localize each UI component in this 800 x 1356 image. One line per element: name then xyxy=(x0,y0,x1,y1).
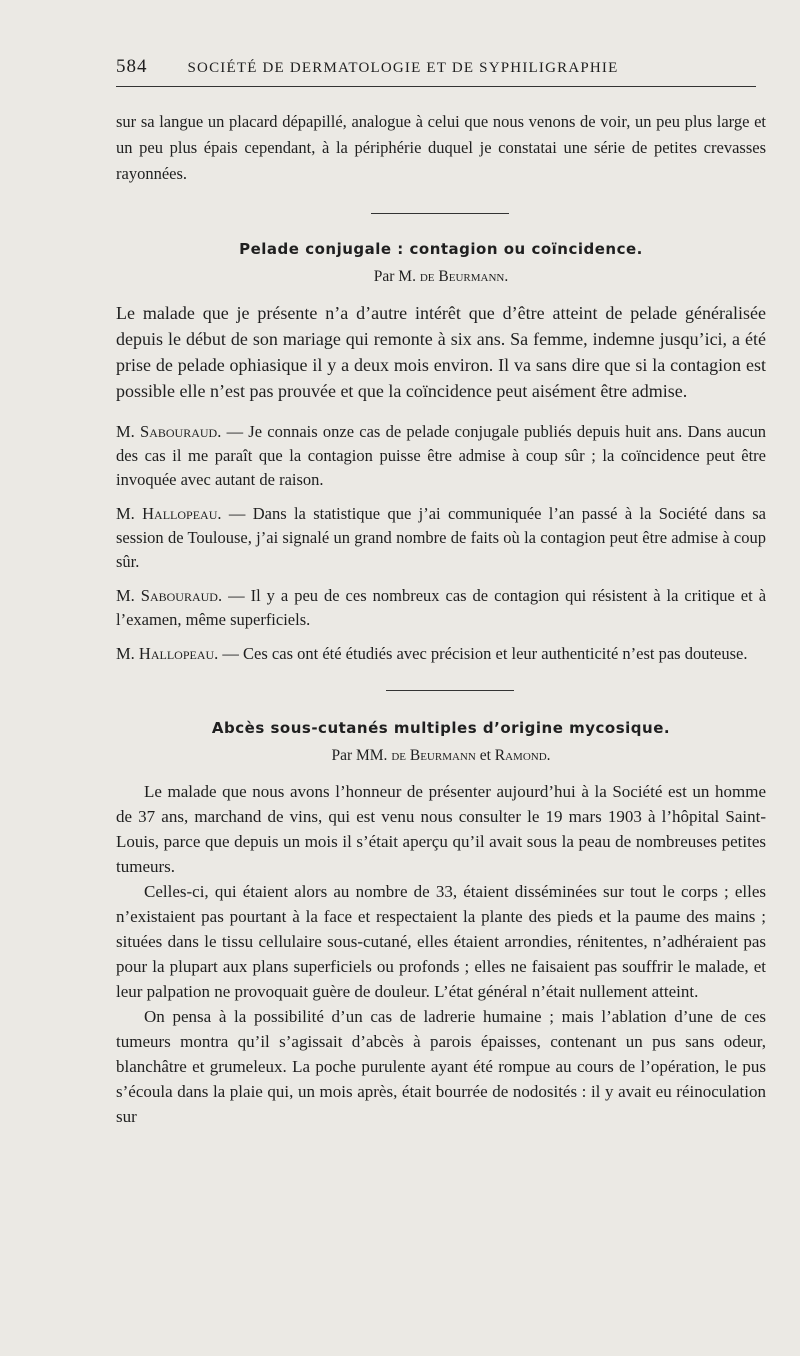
discussion-item xyxy=(116,642,766,666)
section-body xyxy=(116,779,768,1129)
section-divider xyxy=(371,213,509,214)
byline-author: de Beurmann. xyxy=(419,268,509,285)
discussion-item xyxy=(116,502,766,574)
body-paragraph: On pensa à la possibilité d’un cas de ladrerie humaine ; mais l’ablation d’une de ces tumeurs montra qu’il s’agissait d’abcès à parois épaisses, contenant un pus sans odeur, blanchâtre et grumeleux. La poche purulente ayant été rompue au cours de l’opération, le pus s’écoula dans la plaie qui, un mois après, était bourrée de nodosités : il y avait eu réinoculation sur xyxy=(116,1007,766,1126)
speaker-name: Hallopeau. xyxy=(142,504,222,523)
intro-paragraph: sur sa langue un placard dépapillé, analogue à celui que nous venons de voir, un peu plus large et un peu plus épais cependant, à la périphérie duquel je constatai une série de petites crevasses rayonnées. xyxy=(116,112,766,183)
remark-text: — Ces cas ont été étudiés avec précision et leur authenticité n’est pas douteuse. xyxy=(218,644,748,663)
body-paragraph: Celles-ci, qui étaient alors au nombre de 33, étaient disséminées sur tout le corps ; elles n’existaient pas pourtant à la face et respectaient la plante des pieds et la paume des mains ; situées dans le tissu cellulaire sous-cutané, elles étaient arrondies, rénitentes, n’adhéraient pas pour la plupart aux plans superficiels ou profonds ; elles ne faisaient pas souffrir le malade, et leur palpation ne provoquait guère de douleur. L’état général n’était nullement atteint. xyxy=(116,882,766,1001)
section-title: Abcès sous-cutanés multiples d’origine mycosique. xyxy=(211,719,671,737)
byline-prefix: Par MM. xyxy=(331,747,388,764)
byline-prefix: Par M. xyxy=(373,268,416,285)
discussion-item xyxy=(116,584,766,632)
speaker-name: Sabouraud. xyxy=(140,586,223,605)
byline-author: Ramond. xyxy=(494,747,551,764)
remark-text: — Il y a peu de ces nombreux cas de contagion qui résistent à la critique et à l’examen, même superficiels. xyxy=(116,586,767,629)
speaker-prefix: M. xyxy=(116,586,135,605)
remark-text: — Je connais onze cas de pelade conjugale publiés depuis huit ans. Dans aucun des cas il me paraît que la contagion puisse être admise à coup sûr ; la coïncidence peut être invoquée avec autant de raison. xyxy=(116,422,767,489)
speaker-prefix: M. xyxy=(116,504,135,523)
body-paragraph: Le malade que je présente n’a d’autre intérêt que d’être atteint de pelade généralisée depuis le début de son mariage qui remonte à six ans. Sa femme, indemne jusqu’ici, a été prise de pelade ophiasique il y a deux mois environ. Il va sans dire que si la contagion est possible elle n’est pas prouvée et que la coïncidence peut aisément être admise. xyxy=(116,303,766,401)
discussion xyxy=(116,420,768,666)
speaker-prefix: M. xyxy=(116,422,135,441)
remark-text: — Dans la statistique que j’ai communiquée l’an passé à la Société dans sa session de Toulouse, j’ai signalé un grand nombre de faits où la contagion peut être admise à coup sûr. xyxy=(116,504,766,571)
section-byline xyxy=(116,747,766,765)
running-title: SOCIÉTÉ DE DERMATOLOGIE ET DE SYPHILIGRAPHIE xyxy=(187,60,619,76)
section-divider xyxy=(386,690,514,691)
speaker-prefix: M. xyxy=(116,644,135,663)
byline-author: de Beurmann xyxy=(391,747,476,764)
running-header xyxy=(116,56,756,87)
section-title: Pelade conjugale : contagion ou coïncidence. xyxy=(239,240,643,258)
section-byline xyxy=(116,268,766,286)
discussion-item xyxy=(116,420,766,492)
speaker-name: Sabouraud. xyxy=(140,422,222,441)
speaker-name: Hallopeau. xyxy=(138,644,219,663)
body-paragraph: Le malade que nous avons l’honneur de présenter aujourd’hui à la Société est un homme de 37 ans, marchand de vins, qui est venu nous consulter le 19 mars 1903 à l’hôpital Saint-Louis, parce que depuis un mois il s’était aperçu qu’il avait sous la peau de nombreuses petites tumeurs. xyxy=(116,782,766,876)
byline-conjunction: et xyxy=(479,747,491,764)
page-number: 584 xyxy=(116,56,148,77)
